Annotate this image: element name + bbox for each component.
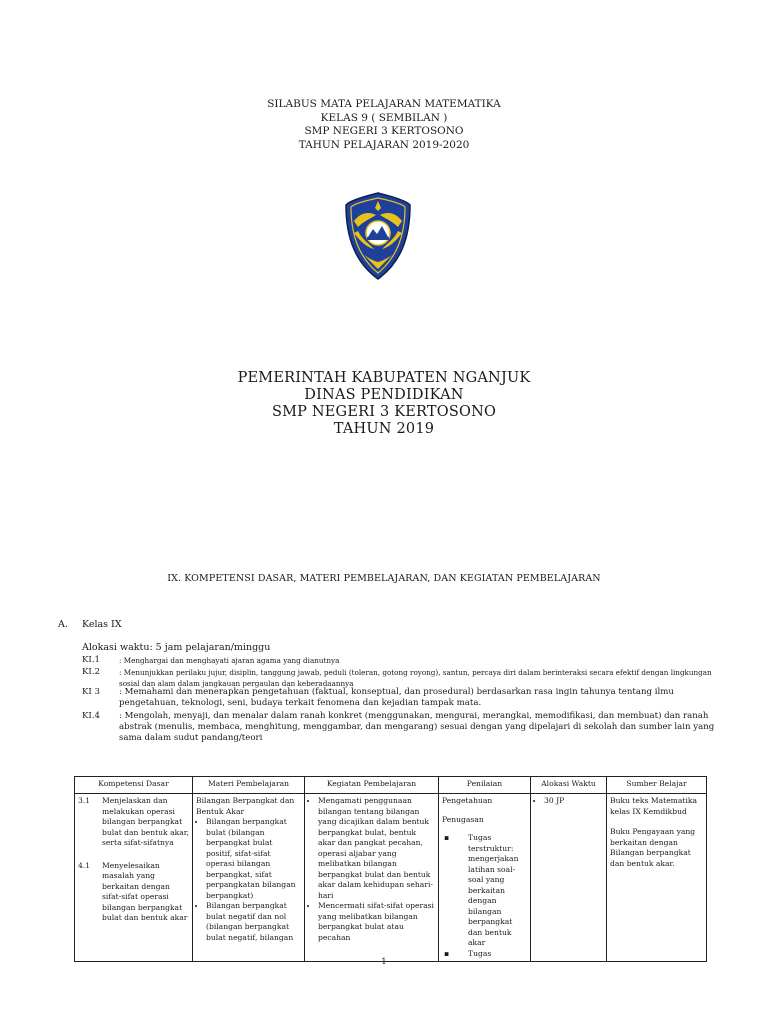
kegiatan-item: • Mencermati sifat-sifat operasi yang melibatkan bilangan berpangkat bulat atau pecahan: [318, 901, 435, 943]
ki-text: : Menunjukkan perilaku jujur, disiplin, tanggung jawab, peduli (toleran, gotong royong), santun, percaya diri dalam berinteraksi secara efektif dengan lingkungan sosial dan alam dalam jangkauan pergaulan dan keberadaannya: [119, 668, 712, 688]
alokasi-waktu: Alokasi waktu: 5 jam pelajaran/minggu: [82, 642, 271, 653]
kd-number: 4.1: [78, 860, 91, 870]
kd-item: [78, 796, 189, 849]
syllabus-table: [74, 776, 707, 962]
kegiatan-item: • Mengamati penggunaan bilangan tentang bilangan yang dicajikan dalam bentuk berpangkat bulat, bentuk akar dan pangkat pecahan, operasi aljabar yang melibatkan bilangan berpangkat bulat dan bentuk akar dalam kehidupan sehari-hari: [318, 796, 435, 901]
materi-cell: [193, 794, 305, 962]
ki-text: : Memahami dan menerapkan pengetahuan (faktual, konseptual, dan prosedural) berdasarkan rasa ingin tahunya tentang ilmu pengetahuan, teknologi, seni, budaya terkait fenomena dan kejadian tampak mata.: [119, 687, 674, 708]
subsection-letter: A.: [58, 619, 68, 630]
penilaian-subtitle: Penugasan: [442, 814, 484, 824]
header-line: SILABUS MATA PELAJARAN MATEMATIKA: [267, 98, 501, 110]
kd-text: Menyelesaikan masalah yang berkaitan dengan sifat-sifat operasi bilangan berpangkat bulat dan bentuk akar: [102, 860, 188, 922]
header-line: SMP NEGERI 3 KERTOSONO: [304, 125, 464, 137]
section-title: IX. KOMPETENSI DASAR, MATERI PEMBELAJARAN, DAN KEGIATAN PEMBELAJARAN: [167, 573, 601, 584]
column-header: Materi Pembelajaran: [193, 777, 305, 794]
institution-line: TAHUN 2019: [333, 421, 435, 437]
penilaian-item: ▪ Tugas: [442, 949, 527, 960]
ki-item: [82, 655, 722, 666]
materi-item: • Bilangan berpangkat bulat negatif dan nol (bilangan berpangkat bulat negatif, bilangan: [206, 901, 301, 943]
ki-item: [82, 667, 722, 689]
penilaian-title: Pengetahuan: [442, 796, 493, 805]
ki-code: KI.1: [82, 655, 101, 665]
alokasi-list: [534, 796, 603, 807]
institution-block: [0, 370, 768, 438]
alokasi-item: • 30 JP: [544, 796, 603, 807]
document-header: [0, 98, 768, 152]
kd-item: [78, 861, 189, 924]
ki-text: : Menghargai dan menghayati ajaran agama yang dianutnya: [119, 656, 340, 665]
ki-code: KI 3: [82, 687, 101, 697]
alokasi-cell: [531, 794, 607, 962]
ki-code: KI.2: [82, 667, 101, 677]
ki-item: [82, 687, 722, 709]
column-header: Kompetensi Dasar: [75, 777, 193, 794]
column-header: Kegiatan Pembelajaran: [305, 777, 439, 794]
sumber-item: Buku Pengayaan yang berkaitan dengan Bilangan berpangkat dan bentuk akar.: [610, 827, 696, 868]
subsection-title: Kelas IX: [82, 619, 122, 630]
materi-title: Bilangan Berpangkat dan Bentuk Akar: [196, 796, 295, 816]
table-row: [75, 794, 707, 962]
table-header-row: [75, 777, 707, 794]
penilaian-list: [442, 833, 527, 959]
institution-line: DINAS PENDIDIKAN: [304, 387, 464, 403]
sumber-item: Buku teks Matematika kelas IX Kemdikbud: [610, 796, 698, 816]
kegiatan-list: [308, 796, 435, 943]
sumber-cell: [607, 794, 707, 962]
institution-line: SMP NEGERI 3 KERTOSONO: [271, 404, 497, 420]
nganjuk-emblem-icon: [344, 191, 412, 281]
penilaian-cell: [439, 794, 531, 962]
header-line: TAHUN PELAJARAN 2019-2020: [298, 138, 470, 151]
penilaian-item: ▪ Tugas terstruktur: mengerjakan latihan soal-soal yang berkaitan dengan bilangan berpangkat dan bentuk akar: [442, 833, 527, 949]
materi-list: [196, 817, 301, 943]
kegiatan-cell: [305, 794, 439, 962]
institution-line: PEMERINTAH KABUPATEN NGANJUK: [237, 370, 531, 386]
column-header: Alokasi Waktu: [531, 777, 607, 794]
kd-number: 3.1: [78, 796, 91, 805]
ki-item: [82, 711, 722, 744]
page-number: 1: [381, 957, 387, 967]
column-header: Sumber Belajar: [607, 777, 707, 794]
kd-text: Menjelaskan dan melakukan operasi bilangan berpangkat bulat dan bentuk akar, serta sifat-sifatnya: [102, 796, 189, 847]
column-header: Penilaian: [439, 777, 531, 794]
ki-code: KI.4: [82, 711, 101, 721]
materi-item: • Bilangan berpangkat bulat (bilangan berpangkat bulat positif, sifat-sifat operasi bilangan berpangkat, sifat perpangkatan bilangan berpangkat): [206, 817, 301, 901]
kompetensi-dasar-cell: [75, 794, 193, 962]
header-line: KELAS 9 ( SEMBILAN ): [320, 111, 448, 124]
ki-text: : Mengolah, menyaji, dan menalar dalam ranah konkret (menggunakan, mengurai, merangkai, memodifikasi, dan membuat) dan ranah abstrak (menulis, membaca, menghitung, menggambar, dan mengarang) sesuai dengan yang dipelajari di sekolah dan sumber lain yang sama dalam sudut pandang/teori: [119, 711, 715, 743]
